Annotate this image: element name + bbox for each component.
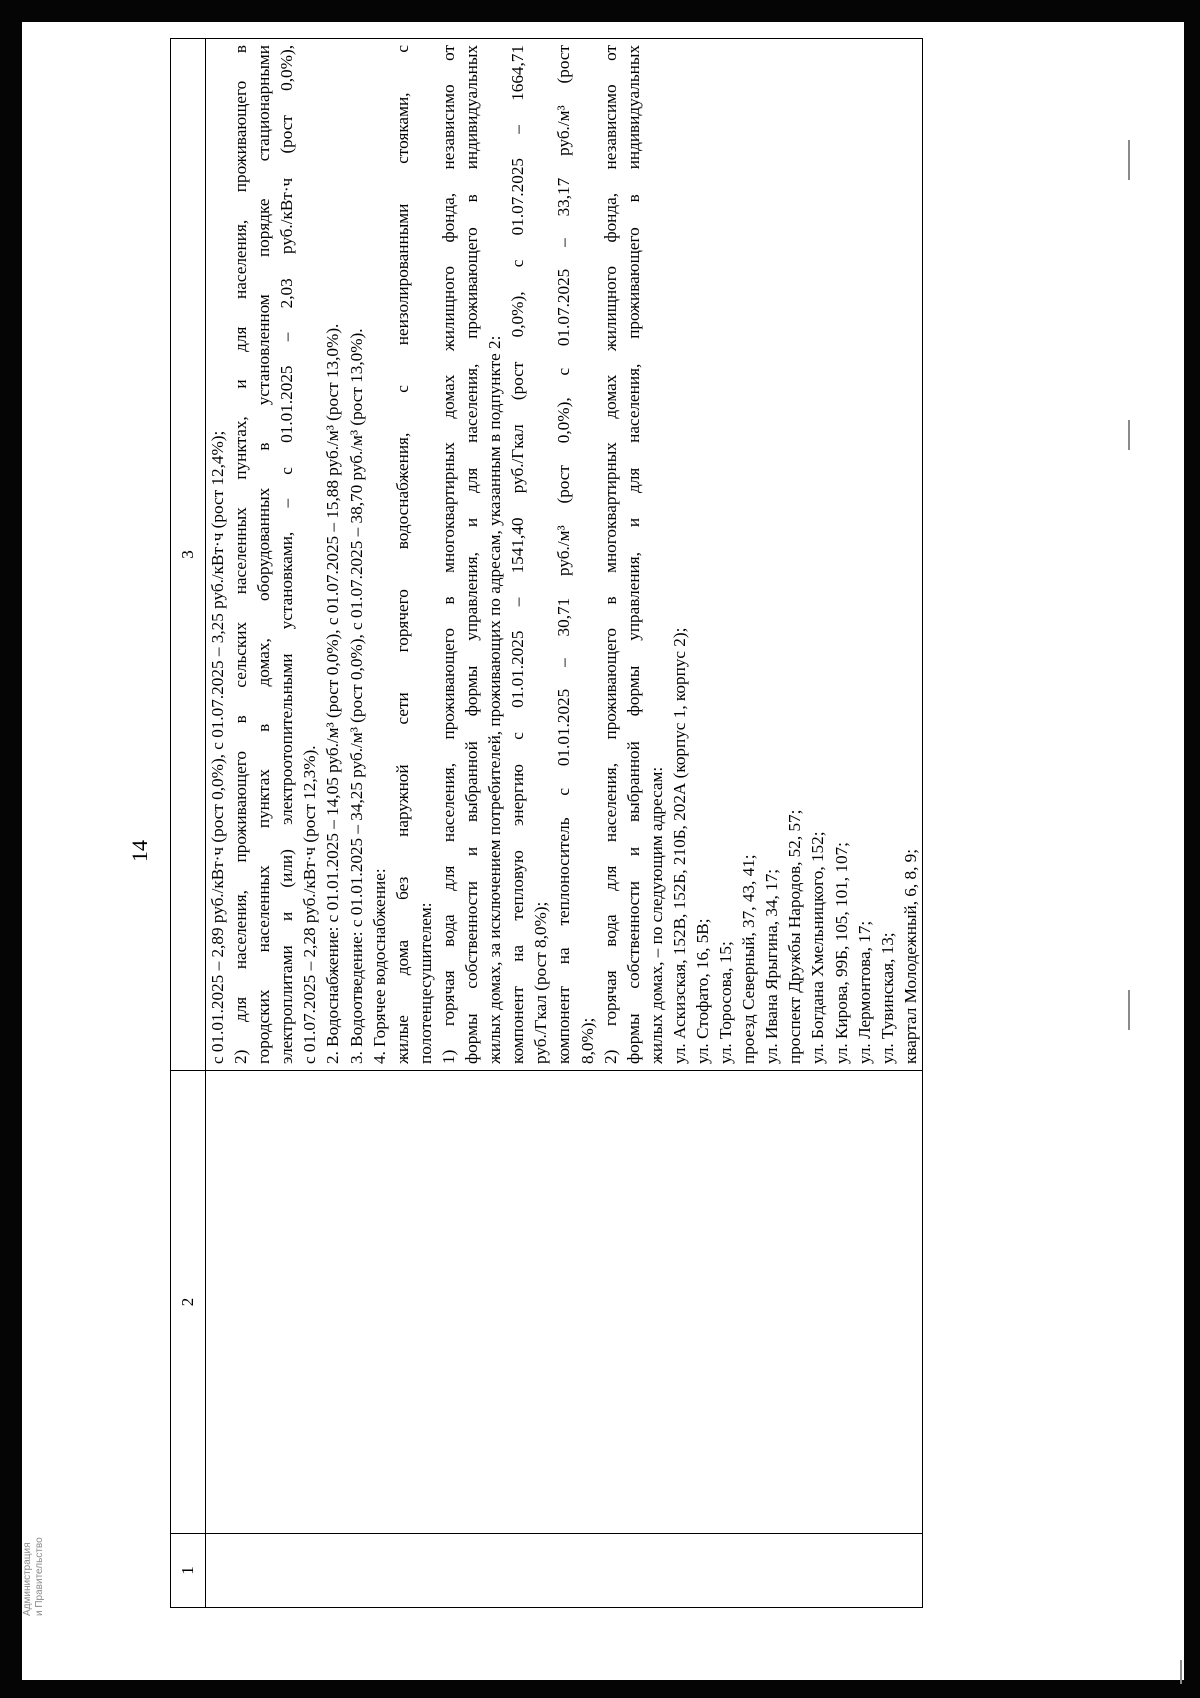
header-col-1: 1 (171, 1534, 206, 1608)
tariff-table (170, 38, 923, 1608)
scan-artifact (1128, 420, 1130, 450)
tariff-text-line: 2) для населения, проживающего в сельских населенных пунктах, и для населения, проживающего в (231, 45, 251, 1064)
scan-border-right (1184, 0, 1200, 1698)
tariff-text-line: формы собственности и выбранной формы управления, и для населения, проживающего в индивидуальных (623, 45, 643, 1064)
tariff-text-line: руб./Гкал (рост 8,0%); (531, 901, 551, 1064)
tariff-text-line: ул. Аскизская, 152В, 152Б, 210Б, 202А (корпус 1, корпус 2); (669, 627, 689, 1064)
tariff-text-line: ул. Богдана Хмельницкого, 152; (808, 831, 828, 1064)
cell-col-2 (206, 1071, 923, 1534)
tariff-text-line: 2. Водоснабжение: с 01.01.2025 – 14,05 руб./м³ (рост 0,0%), с 01.07.2025 – 15,88 руб./м³ (рост 13,0%). (323, 323, 343, 1064)
tariff-text-line: городских населенных пунктах в домах, оборудованных в установленном порядке стационарными (254, 45, 274, 1064)
tariff-text-line: жилых домах, за исключением потребителей, проживающих по адресам, указанным в подпункте 2: (485, 335, 505, 1064)
scan-artifact (1128, 140, 1130, 180)
scan-border-left (0, 0, 22, 1698)
tariff-text-line: 4. Горячее водоснабжение: (369, 868, 389, 1064)
tariff-text-line: ул. Ивана Ярыгина, 34, 17; (762, 868, 782, 1064)
tariff-text-line: 1) горячая вода для населения, проживающего в многоквартирных домах жилищного фонда, независимо от (438, 45, 458, 1064)
scan-border-bottom (0, 1680, 1200, 1698)
header-col-2: 2 (171, 1071, 206, 1534)
tariff-text-line: компонент на теплоноситель с 01.01.2025 – 30,71 руб./м³ (рост 0,0%), с 01.07.2025 – 33,17 руб./м³ (рост (554, 45, 574, 1064)
scan-artifact (1180, 1660, 1182, 1684)
tariff-text-line: ул. Тувинская, 13; (877, 932, 897, 1064)
scan-artifact (1128, 990, 1130, 1030)
tariff-text-line: формы собственности и выбранной формы управления, и для населения, проживающего в индивидуальных (462, 45, 482, 1064)
tariff-text-line: электроплитами и (или) электроотопительными установками, – с 01.01.2025 – 2,03 руб./кВт·ч (рост 0,0%), (277, 45, 297, 1064)
tariff-text-line: квартал Молодежный, 6, 8, 9; (900, 848, 920, 1064)
tariff-text-line: 3. Водоотведение: с 01.01.2025 – 34,25 руб./м³ (рост 0,0%), с 01.07.2025 – 38,70 руб./м³ (рост 13,0%). (346, 328, 366, 1064)
table-header-row (171, 39, 206, 1608)
cell-col-3 (206, 39, 923, 1071)
tariff-text-line: ул. Торосова, 15; (716, 941, 736, 1064)
table-body-row (206, 39, 923, 1608)
cell-col-1 (206, 1534, 923, 1608)
tariff-text-line: ул. Лермонтова, 17; (854, 920, 874, 1064)
corner-stamp (22, 1537, 52, 1616)
tariff-text (206, 45, 922, 1064)
tariff-text-line: 8,0%); (577, 1017, 597, 1064)
tariff-text-line: ул. Кирова, 99Б, 105, 101, 107; (831, 842, 851, 1064)
stamp-line-1: Администрация (22, 1542, 33, 1616)
tariff-text-line: с 01.01.2025 – 2,89 руб./кВт·ч (рост 0,0%), с 01.07.2025 – 3,25 руб./кВт·ч (рост 12,4%); (208, 430, 227, 1064)
tariff-text-line: проезд Северный, 37, 43, 41; (739, 854, 759, 1064)
stamp-line-2: и Правительство (34, 1537, 45, 1616)
scan-border-top (0, 0, 1200, 22)
tariff-text-line: жилые дома без наружной сети горячего водоснабжения, с неизолированными стояками, с (392, 45, 412, 1064)
tariff-text-line: полотенцесушителем: (415, 902, 435, 1064)
tariff-text-line: с 01.07.2025 – 2,28 руб./кВт·ч (рост 12,3%). (300, 745, 320, 1064)
tariff-text-line: ул. Стофато, 16, 5В; (692, 918, 712, 1064)
tariff-text-line: жилых домах, – по следующим адресам: (646, 766, 666, 1064)
rotated-page-content (170, 45, 1070, 1608)
header-col-3: 3 (171, 39, 206, 1071)
tariff-text-line: 2) горячая вода для населения, проживающего в многоквартирных домах жилищного фонда, независимо от (600, 45, 620, 1064)
tariff-text-line: проспект Дружбы Народов, 52, 57; (785, 809, 805, 1064)
tariff-text-line: компонент на тепловую энергию с 01.01.2025 – 1541,40 руб./Гкал (рост 0,0%), с 01.07.2025 – 1664,71 (508, 45, 528, 1064)
page-number: 14 (127, 840, 152, 862)
